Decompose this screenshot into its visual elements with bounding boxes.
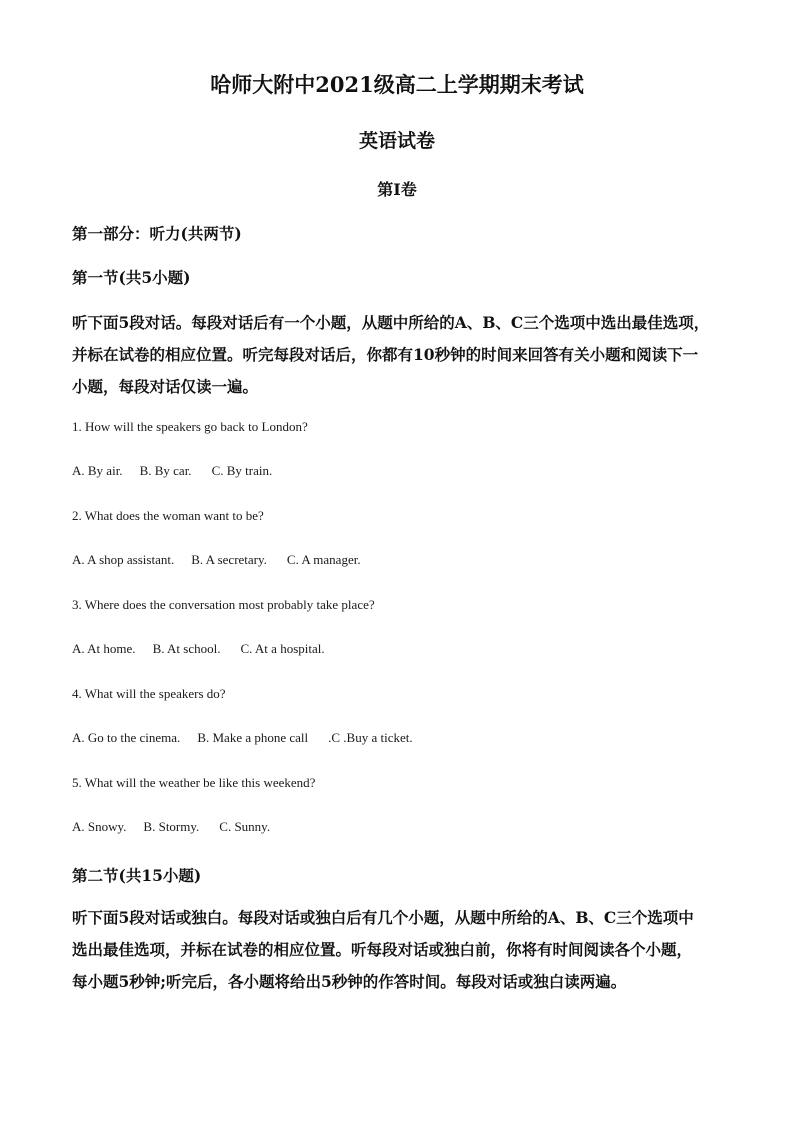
question-5-options bbox=[72, 819, 270, 835]
option-c: C. By train. bbox=[211, 463, 273, 478]
instruction-line: 并标在试卷的相应位置。听完每段对话后，你都有10秒钟的时间来回答有关小题和阅读下一 bbox=[72, 345, 699, 364]
option-c: C. At a hospital. bbox=[240, 641, 325, 656]
instruction-line: 每小题5秒钟;听完后，各小题将给出5秒钟的作答时间。每段对话或独白读两遍。 bbox=[72, 972, 627, 991]
option-b: B. By car. bbox=[139, 463, 192, 478]
instruction-line: 选出最佳选项，并标在试卷的相应位置。听每段对话或独白前，你将有时间阅读各个小题， bbox=[72, 940, 693, 959]
question-3-options bbox=[72, 641, 325, 657]
option-b: B. A secretary. bbox=[191, 552, 267, 567]
question-2-options bbox=[72, 552, 361, 568]
option-c: .C .Buy a ticket. bbox=[328, 730, 413, 745]
question-2-text: 2. What does the woman want to be? bbox=[72, 508, 264, 523]
question-3-text: 3. Where does the conversation most probably take place? bbox=[72, 597, 375, 612]
part1-heading: 第一部分：听力(共两节) bbox=[72, 224, 242, 243]
option-b: B. Make a phone call bbox=[197, 730, 309, 745]
option-a: A. At home. bbox=[72, 641, 136, 656]
section2-instructions bbox=[72, 902, 732, 998]
question-4-text: 4. What will the speakers do? bbox=[72, 686, 226, 701]
section1-instructions bbox=[72, 307, 732, 403]
option-a: A. By air. bbox=[72, 463, 123, 478]
question-1-text: 1. How will the speakers go back to London? bbox=[72, 419, 308, 434]
option-a: A. Go to the cinema. bbox=[72, 730, 181, 745]
question-1-options bbox=[72, 463, 272, 479]
question-4-options bbox=[72, 730, 413, 746]
option-c: C. Sunny. bbox=[219, 819, 271, 834]
option-b: B. Stormy. bbox=[143, 819, 200, 834]
section1-heading: 第一节(共5小题) bbox=[72, 268, 191, 287]
instruction-line: 小题，每段对话仅读一遍。 bbox=[72, 377, 259, 396]
section2-heading: 第二节(共15小题) bbox=[72, 866, 202, 885]
option-a: A. A shop assistant. bbox=[72, 552, 175, 567]
instruction-line: 听下面5段对话。每段对话后有一个小题，从题中所给的A、B、C三个选项中选出最佳选项， bbox=[72, 313, 710, 332]
option-b: B. At school. bbox=[152, 641, 221, 656]
question-5-text: 5. What will the weather be like this weekend? bbox=[72, 775, 316, 790]
option-c: C. A manager. bbox=[286, 552, 361, 567]
exam-subject: 英语试卷 bbox=[358, 130, 435, 152]
exam-title: 哈师大附中2021级高二上学期期末考试 bbox=[210, 72, 584, 97]
option-a: A. Snowy. bbox=[72, 819, 127, 834]
instruction-line: 听下面5段对话或独白。每段对话或独白后有几个小题，从题中所给的A、B、C三个选项中 bbox=[72, 908, 694, 927]
exam-volume: 第I卷 bbox=[377, 180, 417, 199]
